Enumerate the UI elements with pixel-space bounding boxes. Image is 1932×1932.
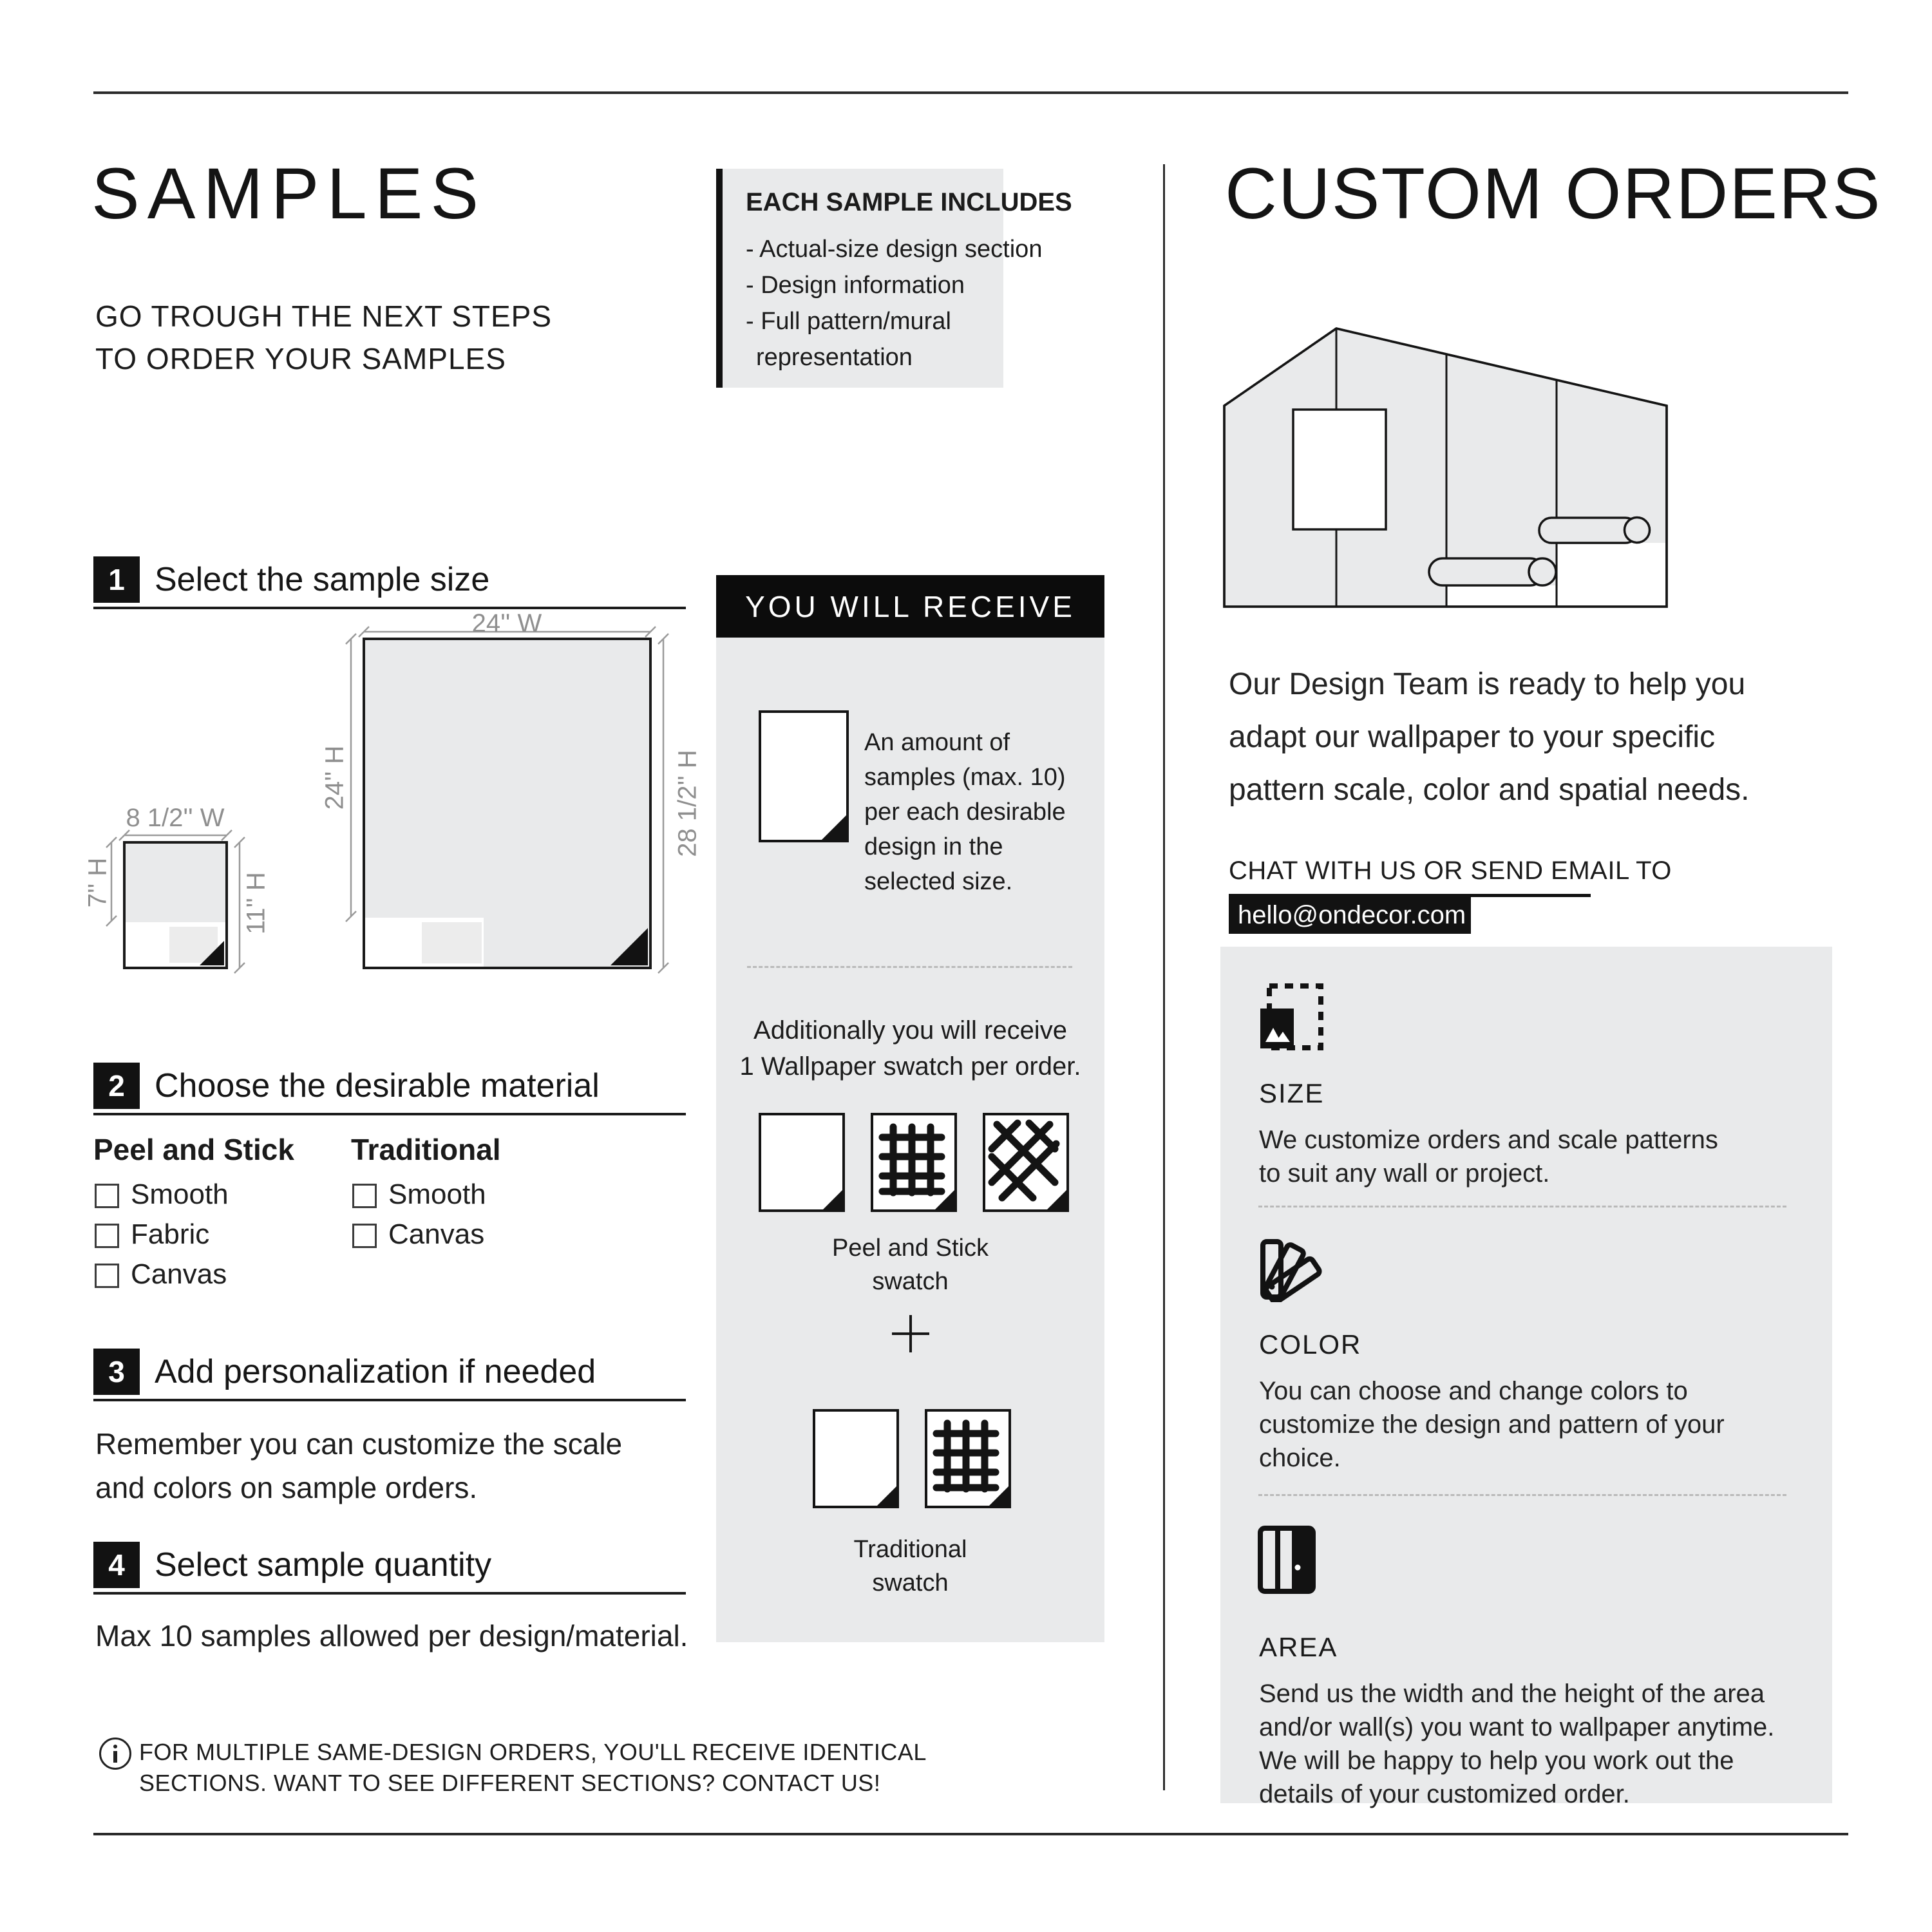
receive-samples-line: design in the: [864, 833, 1003, 860]
receive-samples-line: per each desirable: [864, 799, 1066, 826]
swatch-grid-icon: [925, 1409, 1011, 1508]
feature-color-line: You can choose and change colors to: [1259, 1377, 1688, 1405]
panel-divider: [1258, 1494, 1786, 1496]
includes-box-title: EACH SAMPLE INCLUDES: [746, 188, 1072, 216]
additional-swatch-text: [716, 1012, 1104, 1084]
step-4-body: Max 10 samples allowed per design/material.: [95, 1619, 688, 1653]
feature-color-line: choice.: [1259, 1444, 1341, 1472]
step-3-body-line2: and colors on sample orders.: [95, 1471, 478, 1504]
step-3-body-line1: Remember you can customize the scale: [95, 1427, 623, 1461]
step-2-badge: 2: [93, 1063, 140, 1109]
includes-item: - Design information: [746, 272, 965, 299]
step-3-body: [95, 1422, 622, 1510]
checkbox-peel-smooth[interactable]: [95, 1184, 119, 1208]
checkbox-traditional-canvas-label: Canvas: [388, 1218, 485, 1250]
column-divider: [1163, 164, 1165, 1790]
feature-size: [1259, 1078, 1718, 1190]
panel-divider: [1258, 1206, 1786, 1208]
receive-samples-line: selected size.: [864, 868, 1013, 895]
swatch-blank-icon: [813, 1409, 899, 1508]
size-crop-icon: [1259, 983, 1323, 1051]
dim-label-large-height-left: 24'' H: [320, 745, 349, 810]
custom-orders-paragraph: [1229, 658, 1750, 817]
additional-line1: Additionally you will receive: [753, 1016, 1067, 1045]
swatch-grid-icon: [871, 1113, 957, 1212]
dim-label-small-height-right: 11'' H: [242, 872, 270, 934]
samples-intro: [95, 295, 552, 380]
custom-orders-heading: CUSTOM ORDERS: [1225, 153, 1882, 234]
feature-area-title: AREA: [1259, 1632, 1338, 1662]
color-swatch-fan-icon: [1259, 1238, 1323, 1302]
includes-item: - Actual-size design section: [746, 236, 1043, 263]
area-wall-door-icon: [1257, 1525, 1316, 1595]
includes-item: representation: [756, 344, 913, 371]
checkbox-traditional-smooth-label: Smooth: [388, 1179, 486, 1210]
feature-color: [1259, 1329, 1725, 1475]
house-wallpaper-illustration: [1217, 316, 1674, 618]
custom-paragraph-line: pattern scale, color and spatial needs.: [1229, 773, 1750, 807]
feature-size-line: We customize orders and scale patterns: [1259, 1126, 1718, 1154]
custom-paragraph-line: adapt our wallpaper to your specific: [1229, 720, 1716, 754]
step-3-badge: 3: [93, 1349, 140, 1395]
additional-line2: 1 Wallpaper swatch per order.: [739, 1052, 1081, 1081]
checkbox-traditional-smooth[interactable]: [352, 1184, 377, 1208]
feature-area-line: details of your customized order.: [1259, 1780, 1630, 1808]
checkbox-peel-canvas[interactable]: [95, 1264, 119, 1288]
bottom-divider: [93, 1833, 1848, 1835]
peel-caption-line2: swatch: [872, 1268, 949, 1295]
receive-samples-line: samples (max. 10): [864, 764, 1066, 791]
custom-paragraph-line: Our Design Team is ready to help you: [1229, 667, 1746, 701]
checkbox-peel-canvas-label: Canvas: [131, 1258, 227, 1290]
receive-divider: [747, 966, 1072, 968]
step-1-title: Select the sample size: [155, 561, 490, 598]
step-3-underline: [93, 1399, 686, 1401]
checkbox-peel-fabric-label: Fabric: [131, 1218, 210, 1250]
feature-area-line: and/or wall(s) you want to wallpaper anytime.: [1259, 1713, 1775, 1741]
material-peel-title: Peel and Stick: [93, 1133, 294, 1166]
step-2-title: Choose the desirable material: [155, 1067, 600, 1104]
footnote-line2: SECTIONS. WANT TO SEE DIFFERENT SECTIONS? CONTACT US!: [139, 1770, 881, 1796]
dim-label-large-height-right: 28 1/2'' H: [673, 750, 702, 857]
dim-label-small-width: 8 1/2'' W: [126, 804, 225, 832]
includes-item: - Full pattern/mural: [746, 308, 951, 335]
plus-icon: [892, 1315, 929, 1352]
swatch-lattice-icon: [983, 1113, 1069, 1212]
receive-samples-line: An amount of: [864, 729, 1010, 756]
email-link[interactable]: hello@ondecor.com: [1229, 897, 1471, 934]
samples-intro-line1: GO TROUGH THE NEXT STEPS: [95, 299, 553, 333]
checkbox-peel-fabric[interactable]: [95, 1224, 119, 1248]
includes-box-accent-bar: [716, 169, 723, 388]
feature-size-line: to suit any wall or project.: [1259, 1159, 1550, 1188]
footnote-line1: FOR MULTIPLE SAME-DESIGN ORDERS, YOU'LL RECEIVE IDENTICAL: [139, 1739, 927, 1765]
sample-sheet-icon: [759, 710, 849, 842]
feature-size-title: SIZE: [1259, 1078, 1325, 1108]
step-4-title: Select sample quantity: [155, 1546, 492, 1584]
step-2-underline: [93, 1113, 686, 1115]
checkbox-traditional-canvas[interactable]: [352, 1224, 377, 1248]
step-4-badge: 4: [93, 1542, 140, 1588]
includes-box: [723, 169, 1072, 388]
samples-intro-line2: TO ORDER YOUR SAMPLES: [95, 342, 506, 375]
traditional-caption-line2: swatch: [872, 1569, 949, 1596]
info-icon: [99, 1738, 131, 1770]
feature-area-line: We will be happy to help you work out the: [1259, 1747, 1734, 1775]
feature-area-line: Send us the width and the height of the area: [1259, 1680, 1765, 1708]
dim-label-large-width: 24'' W: [471, 609, 542, 638]
samples-heading: SAMPLES: [91, 153, 487, 234]
material-traditional-title: Traditional: [351, 1133, 501, 1166]
receive-samples-text: [864, 725, 1066, 899]
feature-color-title: COLOR: [1259, 1329, 1362, 1359]
dim-label-small-height-left: 7'' H: [83, 857, 112, 908]
traditional-swatch-caption: [716, 1533, 1104, 1600]
chat-label: CHAT WITH US OR SEND EMAIL TO: [1229, 857, 1672, 885]
peel-caption-line1: Peel and Stick: [832, 1235, 989, 1262]
feature-area: [1259, 1632, 1774, 1811]
step-4-underline: [93, 1592, 686, 1595]
step-3-title: Add personalization if needed: [155, 1353, 596, 1390]
checkbox-peel-smooth-label: Smooth: [131, 1179, 229, 1210]
sample-size-diagram: [84, 605, 715, 979]
feature-color-line: customize the design and pattern of your: [1259, 1410, 1725, 1439]
top-divider: [93, 91, 1848, 94]
receive-banner: YOU WILL RECEIVE: [716, 575, 1104, 638]
swatch-blank-icon: [759, 1113, 845, 1212]
peel-swatch-caption: [716, 1231, 1104, 1298]
traditional-caption-line1: Traditional: [853, 1536, 967, 1563]
step-1-badge: 1: [93, 556, 140, 603]
